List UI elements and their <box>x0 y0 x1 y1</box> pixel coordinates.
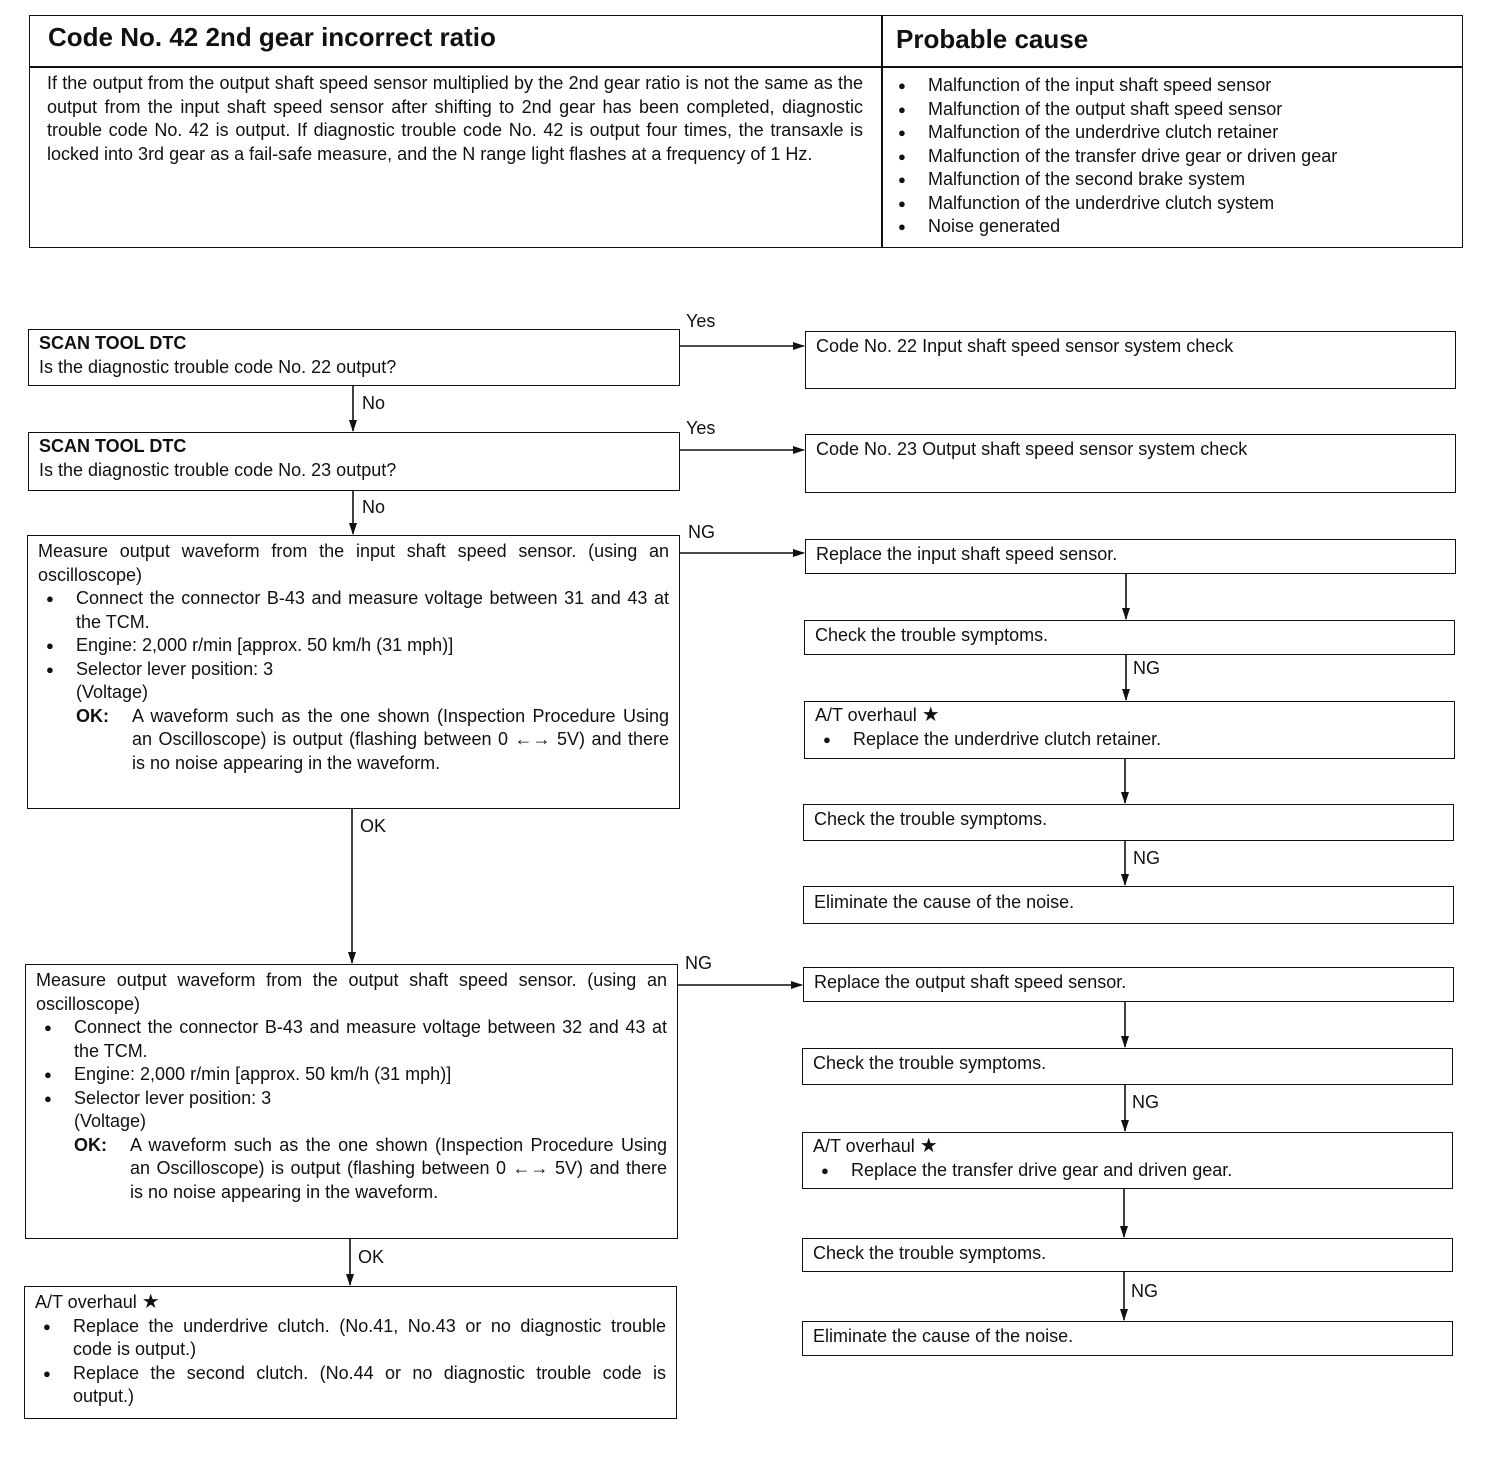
overhaul-title: A/T overhaul <box>35 1292 137 1312</box>
box-check-symptoms: Check the trouble symptoms. <box>803 804 1454 841</box>
step-dtc23 <box>28 432 680 491</box>
cause-item: ● Malfunction of the output shaft speed sensor <box>890 98 1450 122</box>
overhaul-title: A/T overhaul <box>813 1136 915 1156</box>
cause-item: ● Malfunction of the underdrive clutch system <box>890 192 1450 216</box>
overhaul-bullet: ● Replace the transfer drive gear and driven gear. <box>813 1159 1442 1183</box>
step-intro: Measure output waveform from the input shaft speed sensor. (using an oscilloscope) <box>38 541 669 585</box>
cause-item: ● Malfunction of the underdrive clutch retainer <box>890 121 1450 145</box>
cause-item: ● Noise generated <box>890 215 1450 239</box>
box-check-symptoms: Check the trouble symptoms. <box>804 620 1455 655</box>
ok-text: A waveform such as the one shown (Inspection Procedure Using an Oscilloscope) is output (flashing between 0 ←→ 5V) and there is no noise appearing in the waveform. <box>130 1134 667 1202</box>
box-overhaul-transfer-gear <box>802 1132 1453 1189</box>
step-bullet: ● Connect the connector B-43 and measure voltage between 32 and 43 at the TCM. <box>36 1016 667 1063</box>
label-no: No <box>362 393 386 413</box>
ok-criteria <box>36 1134 667 1205</box>
step-dtc22 <box>28 329 680 386</box>
step-title: SCAN TOOL DTC <box>39 436 187 456</box>
step-bullet: ● Connect the connector B-43 and measure voltage between 31 and 43 at the TCM. <box>38 587 669 634</box>
box-check-symptoms: Check the trouble symptoms. <box>802 1048 1453 1085</box>
label-ng: NG <box>1133 848 1160 868</box>
ok-criteria <box>38 705 669 776</box>
box-eliminate-noise: Eliminate the cause of the noise. <box>803 886 1454 924</box>
overhaul-title-row <box>813 1135 1442 1159</box>
step-bullet: ● Selector lever position: 3 <box>36 1087 667 1111</box>
page-title: Code No. 42 2nd gear incorrect ratio <box>48 22 496 52</box>
overhaul-title-row <box>815 704 1444 728</box>
step-intro: Measure output waveform from the output shaft speed sensor. (using an oscilloscope) <box>36 970 667 1014</box>
box-overhaul-retainer <box>804 701 1455 759</box>
step-question: Is the diagnostic trouble code No. 22 output? <box>39 356 397 377</box>
label-yes: Yes <box>686 311 716 331</box>
step-title: SCAN TOOL DTC <box>39 333 187 353</box>
label-ok: OK <box>358 1247 385 1267</box>
label-ng: NG <box>685 953 712 973</box>
box-code22-check: Code No. 22 Input shaft speed sensor system check <box>805 331 1456 389</box>
step-voltage: (Voltage) <box>74 1111 147 1131</box>
code-description: If the output from the output shaft speed sensor multiplied by the 2nd gear ratio is not the same as the output from the input shaft speed sensor after shifting to 2nd gear has been completed, diagnostic trouble code No. 42 is output. If diagnostic trouble code No. 42 is output four times, the transaxle is locked into 3rd gear as a fail-safe measure, and the N range light flashes at a frequency of 1 Hz. <box>47 73 863 164</box>
step-bullet: ● Replace the second clutch. (No.44 or no diagnostic trouble code is output.) <box>35 1362 666 1409</box>
step-bullet: ● Replace the underdrive clutch. (No.41, No.43 or no diagnostic trouble code is output.) <box>35 1315 666 1362</box>
step-bullet: ● Engine: 2,000 r/min [approx. 50 km/h (31 mph)] <box>36 1063 667 1087</box>
star-icon: ★ <box>921 704 940 726</box>
box-eliminate-noise: Eliminate the cause of the noise. <box>802 1321 1453 1356</box>
ok-text: A waveform such as the one shown (Inspection Procedure Using an Oscilloscope) is output (flashing between 0 ←→ 5V) and there is no noise appearing in the waveform. <box>132 705 669 773</box>
cause-item: ● Malfunction of the second brake system <box>890 168 1450 192</box>
label-ok: OK <box>360 816 387 836</box>
label-no: No <box>362 497 386 517</box>
box-replace-input-sensor: Replace the input shaft speed sensor. <box>805 539 1456 574</box>
probable-cause-title: Probable cause <box>896 24 1089 54</box>
star-icon: ★ <box>141 1291 160 1313</box>
overhaul-title-row <box>35 1291 666 1315</box>
step-bullet: ● Selector lever position: 3 <box>38 658 669 682</box>
overhaul-bullet: ● Replace the underdrive clutch retainer. <box>815 728 1444 752</box>
step-input-waveform <box>27 535 680 809</box>
step-question: Is the diagnostic trouble code No. 23 output? <box>39 459 397 480</box>
step-bullet: ● Engine: 2,000 r/min [approx. 50 km/h (31 mph)] <box>38 634 669 658</box>
step-final-overhaul <box>24 1286 677 1419</box>
label-ng: NG <box>688 522 715 542</box>
box-code23-check: Code No. 23 Output shaft speed sensor system check <box>805 434 1456 493</box>
label-ng: NG <box>1132 1092 1159 1112</box>
cause-item: ● Malfunction of the transfer drive gear or driven gear <box>890 145 1450 169</box>
label-yes: Yes <box>686 418 716 438</box>
label-ng: NG <box>1131 1281 1158 1301</box>
star-icon: ★ <box>919 1135 938 1157</box>
label-ng: NG <box>1133 658 1160 678</box>
step-voltage: (Voltage) <box>76 682 149 702</box>
overhaul-title: A/T overhaul <box>815 705 917 725</box>
ok-label: OK: <box>76 705 109 726</box>
ok-label: OK: <box>74 1134 107 1155</box>
box-replace-output-sensor: Replace the output shaft speed sensor. <box>803 967 1454 1002</box>
cause-item: ● Malfunction of the input shaft speed sensor <box>890 74 1450 98</box>
step-output-waveform <box>25 964 678 1239</box>
box-check-symptoms: Check the trouble symptoms. <box>802 1238 1453 1272</box>
